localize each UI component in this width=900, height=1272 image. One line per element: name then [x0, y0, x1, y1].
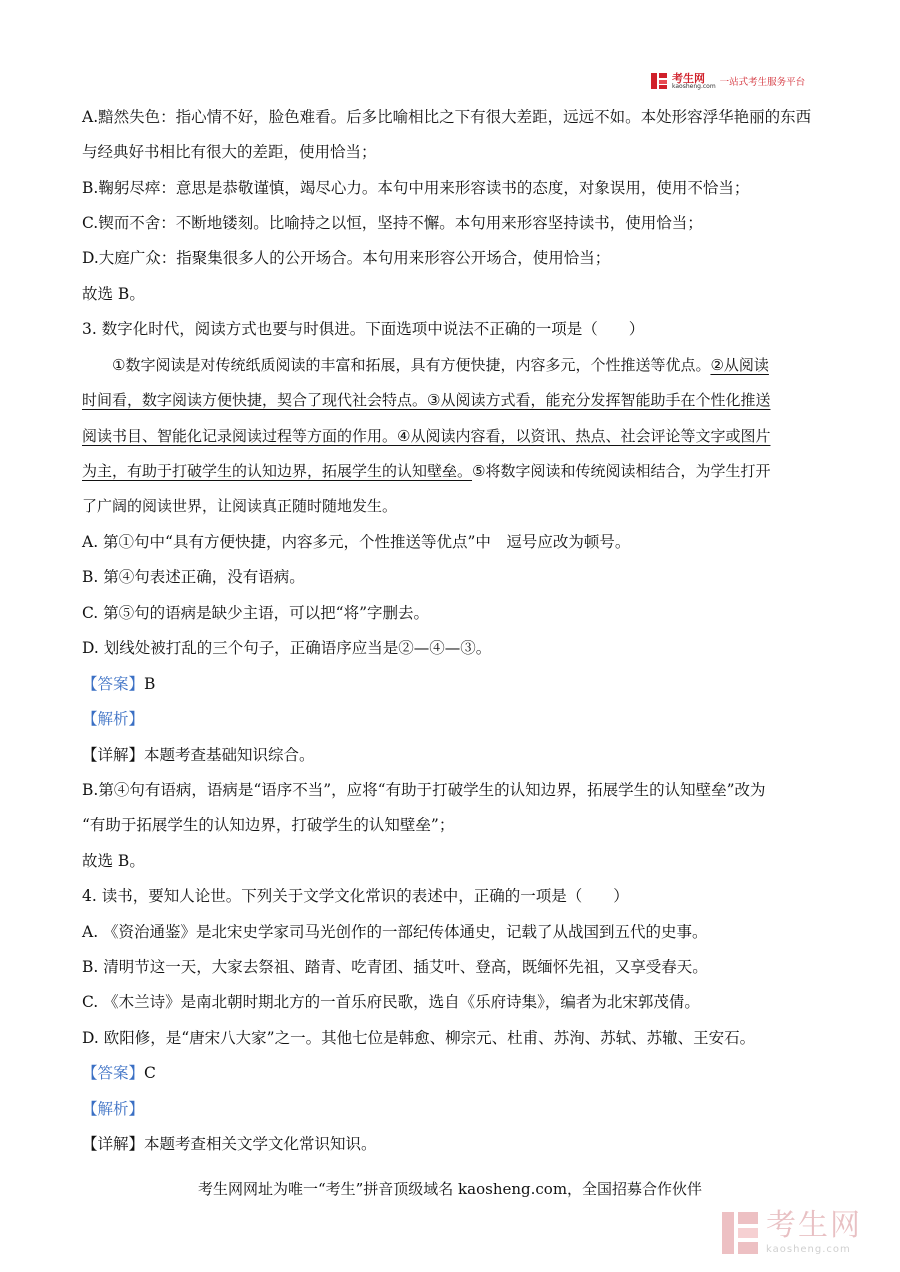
footer-text: 考生网网址为唯一“考生”拼音顶级域名 kaosheng.com，全国招募合作伙伴 — [197, 1180, 703, 1198]
q4-detail — [82, 1134, 377, 1154]
q3-passage-line4 — [82, 461, 770, 481]
q3-passage-p1-plain: ①数字阅读是对传统纸质阅读的丰富和拓展，具有方便快捷，内容多元，个性推送等优点。 — [112, 356, 711, 374]
q3-passage-p4-underlined: 为主，有助于打破学生的认知边界，拓展学生的认知壁垒。 — [82, 462, 473, 480]
logo-text-block — [672, 73, 716, 90]
q3-explanation-b-line1: B.第④句有语病，语病是“语序不当”，应将“有助于打破学生的认知边界，拓展学生的认知壁垒”改为 — [82, 781, 766, 799]
q3-option-b: B. 第④句表述正确，没有语病。 — [82, 568, 305, 586]
q4-option-b: B. 清明节这一天，大家去祭祖、踏青、吃青团、插艾叶、登高，既缅怀先祖，又享受春天。 — [82, 958, 708, 976]
q3-passage-p4-plain: ⑤将数字阅读和传统阅读相结合，为学生打开 — [472, 462, 771, 480]
q3-passage-line3 — [82, 426, 770, 446]
watermark — [720, 1205, 880, 1261]
q2-explanation-a-line1: A.黯然失色：指心情不好，脸色难看。后多比喻相比之下有很大差距，远远不如。本处形容浮华艳丽的东西 — [82, 108, 812, 126]
q3-option-d: D. 划线处被打乱的三个句子，正确语序应当是②—④—③。 — [82, 639, 492, 657]
logo-tagline: 一站式考生服务平台 — [719, 77, 806, 88]
q2-explanation-c: C.锲而不舍：不断地镂刻。比喻持之以恒，坚持不懈。本句用来形容坚持读书，使用恰当； — [82, 214, 703, 232]
q3-option-a: A. 第①句中“具有方便快捷，内容多元，个性推送等优点”中 逗号应改为顿号。 — [82, 533, 631, 551]
q3-analysis-label: 【解析】 — [82, 710, 145, 728]
q2-explanation-a-line2: 与经典好书相比有很大的差距，使用恰当； — [82, 143, 377, 161]
q4-answer — [82, 1063, 156, 1083]
q3-answer-label: 【答案】 — [82, 675, 145, 693]
q4-option-a: A. 《资治通鉴》是北宋史学家司马光创作的一部纪传体通史，记载了从战国到五代的史事。 — [82, 923, 708, 941]
q3-passage-line2 — [82, 390, 770, 410]
q3-passage-line5: 了广阔的阅读世界，让阅读真正随时随地发生。 — [82, 497, 398, 515]
logo-domain: kaosheng.com — [672, 82, 716, 90]
q3-passage-p3-underlined: 阅读书目、智能化记录阅读过程等方面的作用。④从阅读内容看，以资讯、热点、社会评论等文字或图片 — [82, 427, 771, 445]
q3-detail-text: 本题考查基础知识综合。 — [144, 746, 315, 764]
q4-option-c: C. 《木兰诗》是南北朝时期北方的一首乐府民歌，选自《乐府诗集》，编者为北宋郭茂倩。 — [82, 993, 700, 1011]
q3-passage-p1-underlined: ②从阅读 — [710, 356, 769, 374]
q3-answer — [82, 674, 155, 694]
kaosheng-logo-icon — [650, 72, 668, 90]
q3-passage-line1 — [112, 355, 769, 375]
q3-detail-label: 【详解】 — [82, 746, 145, 764]
q4-stem: 4. 读书，要知人论世。下列关于文学文化常识的表述中，正确的一项是（ ） — [82, 887, 629, 905]
watermark-domain: kaosheng.com — [766, 1244, 851, 1255]
q3-conclusion: 故选 B。 — [82, 852, 145, 870]
q3-option-c: C. 第⑤句的语病是缺少主语，可以把“将”字删去。 — [82, 604, 430, 622]
watermark-text — [766, 1208, 862, 1255]
q4-detail-label: 【详解】 — [82, 1135, 145, 1153]
q3-explanation-b-line2: “有助于拓展学生的认知边界，打破学生的认知壁垒”； — [82, 816, 455, 834]
watermark-name: 考生网 — [766, 1208, 862, 1243]
q4-detail-text: 本题考查相关文学文化常识知识。 — [144, 1135, 377, 1153]
header-logo — [650, 70, 850, 92]
q4-answer-label: 【答案】 — [82, 1064, 145, 1082]
q3-passage-p2-underlined: 时间看，数字阅读方便快捷，契合了现代社会特点。③从阅读方式看，能充分发挥智能助手在个性化推送 — [82, 391, 771, 409]
q3-stem: 3. 数字化时代，阅读方式也要与时俱进。下面选项中说法不正确的一项是（ ） — [82, 320, 645, 338]
q4-analysis-label: 【解析】 — [82, 1100, 145, 1118]
q3-detail — [82, 745, 315, 765]
q2-explanation-b: B.鞠躬尽瘁：意思是恭敬谨慎，竭尽心力。本句中用来形容读书的态度，对象误用，使用不恰当； — [82, 179, 750, 197]
q2-conclusion: 故选 B。 — [82, 285, 145, 303]
q4-answer-value: C — [144, 1064, 156, 1082]
q4-option-d: D. 欧阳修，是“唐宋八大家”之一。其他七位是韩愈、柳宗元、杜甫、苏洵、苏轼、苏辙、王安石。 — [82, 1029, 756, 1047]
logo-name: 考生网 — [672, 71, 705, 85]
watermark-logo-icon — [720, 1210, 760, 1256]
q2-explanation-d: D.大庭广众：指聚集很多人的公开场合。本句用来形容公开场合，使用恰当； — [82, 249, 611, 267]
q3-answer-value: B — [144, 675, 156, 693]
